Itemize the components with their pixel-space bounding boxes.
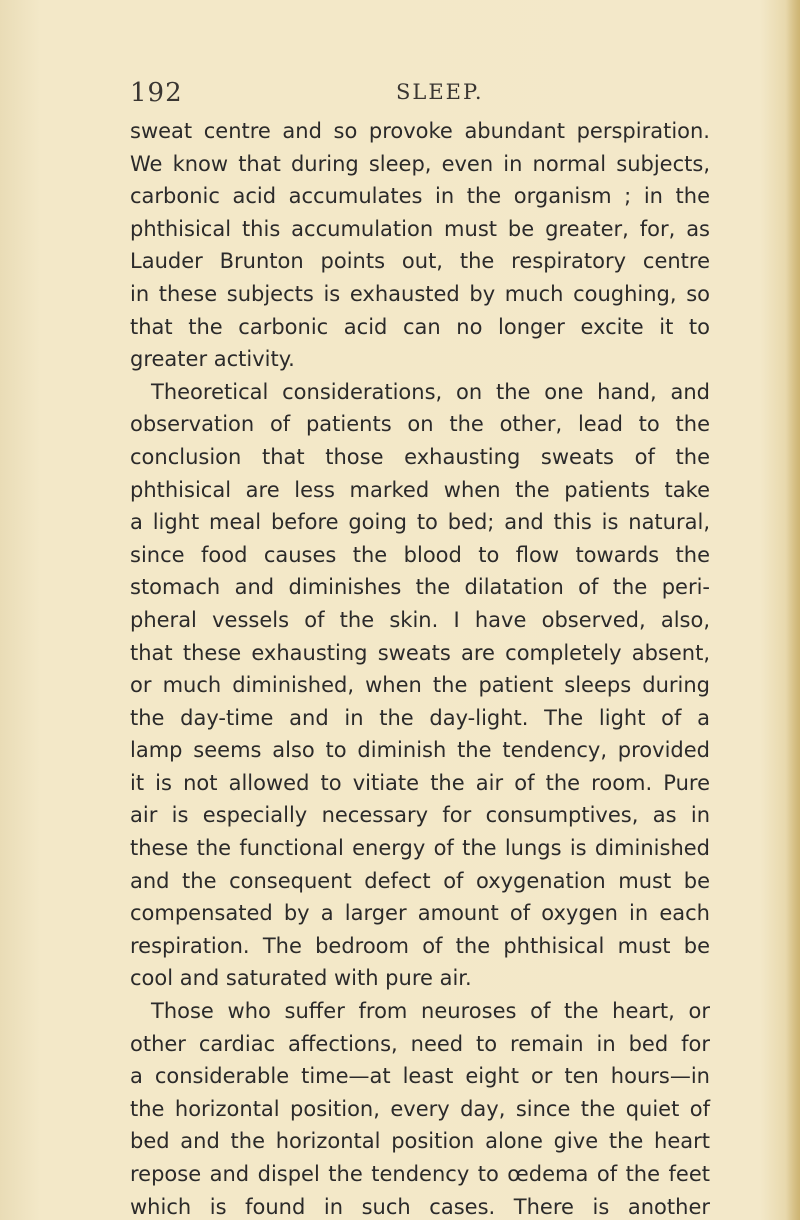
text-line: and the consequent defect of oxygenation must be <box>130 868 710 893</box>
text-line: in these subjects is exhausted by much coughing, so <box>130 281 710 306</box>
text-line: which is found in such cases. There is another <box>130 1194 710 1219</box>
text-line: Theoretical considerations, on the one hand, and <box>151 379 710 404</box>
body-text <box>130 115 710 1220</box>
text-line: the day-time and in the day-light. The light of a <box>130 705 710 730</box>
text-line: repose and dispel the tendency to œdema of the feet <box>130 1162 710 1186</box>
text-line: that the carbonic acid can no longer excite it to <box>130 314 710 339</box>
text-line: a considerable time—at least eight or ten hours—in <box>130 1064 710 1089</box>
text-line: sweat centre and so provoke abundant perspiration. <box>130 119 710 143</box>
text-line: other cardiac affections, need to remain in bed for <box>130 1031 710 1056</box>
text-line: pheral vessels of the skin. I have observed, also, <box>130 607 710 632</box>
text-line: Lauder Brunton points out, the respiratory centre <box>130 249 710 274</box>
text-line: compensated by a larger amount of oxygen in each <box>130 901 710 926</box>
text-line: bed and the horizontal position alone give the heart <box>130 1129 710 1154</box>
page-number: 192 <box>130 78 183 108</box>
running-title: SLEEP. <box>396 80 484 104</box>
text-line: carbonic acid accumulates in the organism ; in the <box>130 184 710 209</box>
text-line: a light meal before going to bed; and this is natural, <box>130 510 710 535</box>
page-edge-shadow <box>786 0 800 1220</box>
text-line: conclusion that those exhausting sweats of the <box>130 444 710 469</box>
text-line: We know that during sleep, even in normal subjects, <box>130 151 710 176</box>
text-line: since food causes the blood to flow towards the <box>130 542 710 567</box>
text-line: these the functional energy of the lungs is diminished <box>130 836 710 861</box>
text-line: that these exhausting sweats are completely absent, <box>130 640 710 665</box>
text-line: or much diminished, when the patient sleeps during <box>130 673 710 698</box>
text-line: stomach and diminishes the dilatation of the peri- <box>130 575 710 600</box>
text-line: cool and saturated with pure air. <box>130 966 472 991</box>
text-line: lamp seems also to diminish the tendency, provided <box>130 738 710 763</box>
text-line: phthisical this accumulation must be greater, for, as <box>130 216 710 241</box>
text-line: observation of patients on the other, lead to the <box>130 412 710 437</box>
running-head <box>0 78 800 118</box>
text-line: phthisical are less marked when the patients take <box>130 477 710 502</box>
text-line: air is especially necessary for consumptives, as in <box>130 803 710 828</box>
text-line: greater activity. <box>130 347 295 372</box>
text-line: it is not allowed to vitiate the air of the room. Pure <box>130 770 710 795</box>
text-line: respiration. The bedroom of the phthisical must be <box>130 933 710 958</box>
text-line: the horizontal position, every day, since the quiet of <box>130 1096 710 1121</box>
text-line: Those who suffer from neuroses of the heart, or <box>151 999 710 1024</box>
